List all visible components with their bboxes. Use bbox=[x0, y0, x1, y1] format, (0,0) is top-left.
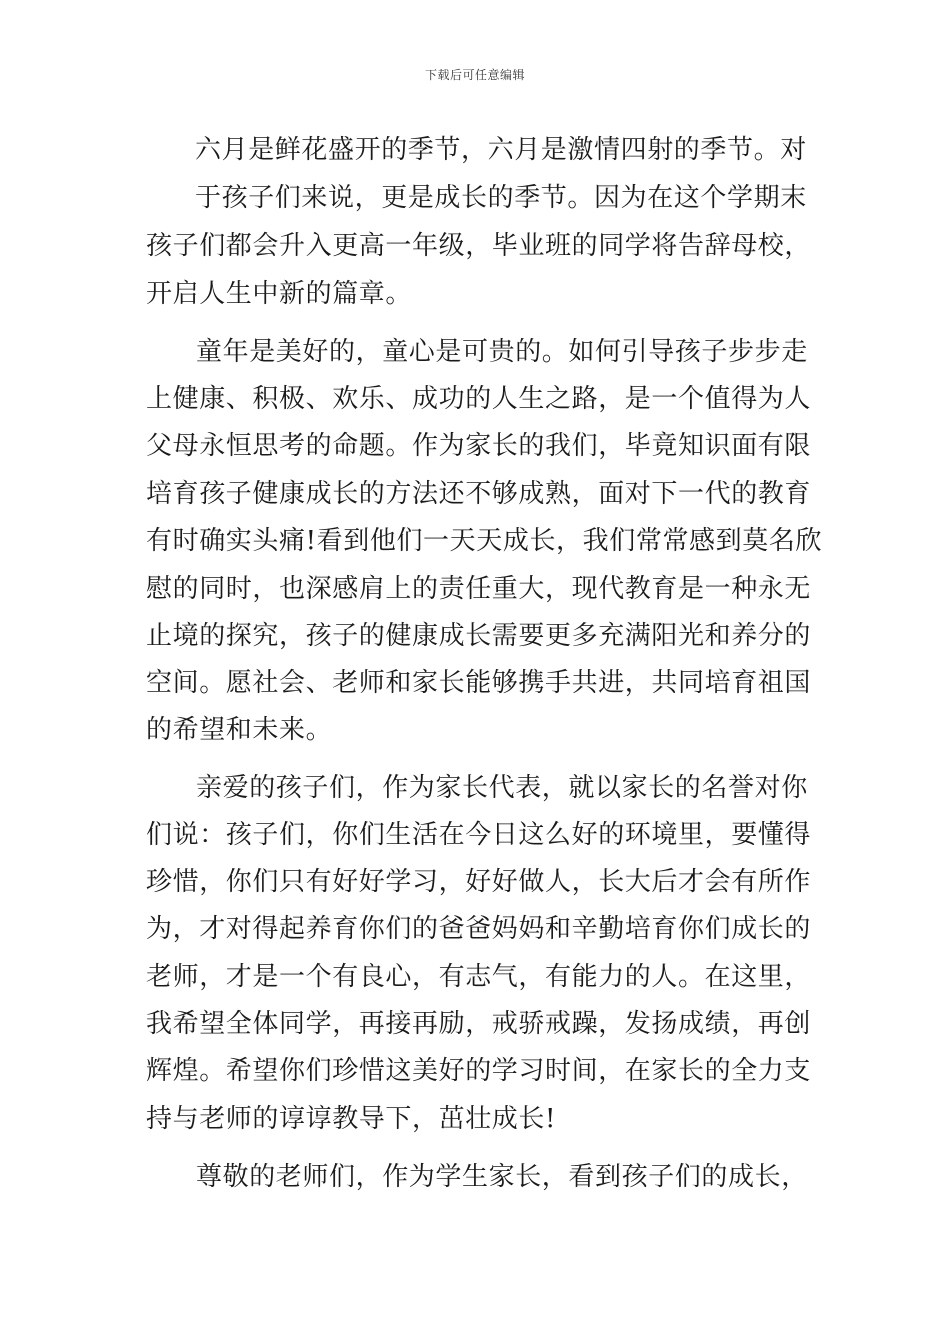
header-note: 下载后可任意编辑 bbox=[424, 68, 525, 82]
paragraph-line: 童年是美好的，童心是可贵的。如何引导孩子步步走 bbox=[196, 337, 808, 367]
paragraph-line: 有时确实头痛!看到他们一天天成长，我们常常感到莫名欣 bbox=[146, 526, 823, 556]
paragraph-line: 辉煌。希望你们珍惜这美好的学习时间，在家长的全力支 bbox=[146, 1056, 812, 1086]
paragraph-line: 老师，才是一个有良心，有志气，有能力的人。在这里， bbox=[146, 962, 812, 992]
paragraph-line: 上健康、积极、欢乐、成功的人生之路，是一个值得为人 bbox=[146, 384, 812, 414]
paragraph-line: 空间。愿社会、老师和家长能够携手共进，共同培育祖国 bbox=[146, 668, 812, 698]
paragraph-line: 于孩子们来说，更是成长的季节。因为在这个学期末 bbox=[195, 183, 807, 213]
paragraph-line: 为，才对得起养育你们的爸爸妈妈和辛勤培育你们成长的 bbox=[146, 914, 812, 944]
paragraph-line: 亲爱的孩子们，作为家长代表，就以家长的名誉对你 bbox=[196, 773, 808, 803]
paragraph-line: 持与老师的谆谆教导下，茁壮成长! bbox=[146, 1104, 557, 1134]
paragraph-line: 培育孩子健康成长的方法还不够成熟，面对下一代的教育 bbox=[146, 479, 812, 509]
paragraph-line: 珍惜，你们只有好好学习，好好做人，长大后才会有所作 bbox=[146, 867, 812, 897]
paragraph-line: 我希望全体同学，再接再励，戒骄戒躁，发扬成绩，再创 bbox=[146, 1009, 812, 1039]
paragraph-line: 的希望和未来。 bbox=[146, 715, 333, 745]
paragraph-line: 六月是鲜花盛开的季节，六月是激情四射的季节。对 bbox=[195, 135, 807, 165]
paragraph-line: 尊敬的老师们，作为学生家长，看到孩子们的成长， bbox=[196, 1162, 808, 1192]
paragraph-line: 孩子们都会升入更高一年级，毕业班的同学将告辞母校， bbox=[146, 231, 812, 261]
paragraph-line: 止境的探究，孩子的健康成长需要更多充满阳光和养分的 bbox=[146, 621, 812, 651]
paragraph-line: 开启人生中新的篇章。 bbox=[146, 279, 413, 309]
paragraph-line: 父母永恒思考的命题。作为家长的我们，毕竟知识面有限 bbox=[146, 431, 812, 461]
paragraph-line: 们说：孩子们，你们生活在今日这么好的环境里，要懂得 bbox=[146, 820, 812, 850]
paragraph-line: 慰的同时，也深感肩上的责任重大，现代教育是一种永无 bbox=[146, 574, 812, 604]
